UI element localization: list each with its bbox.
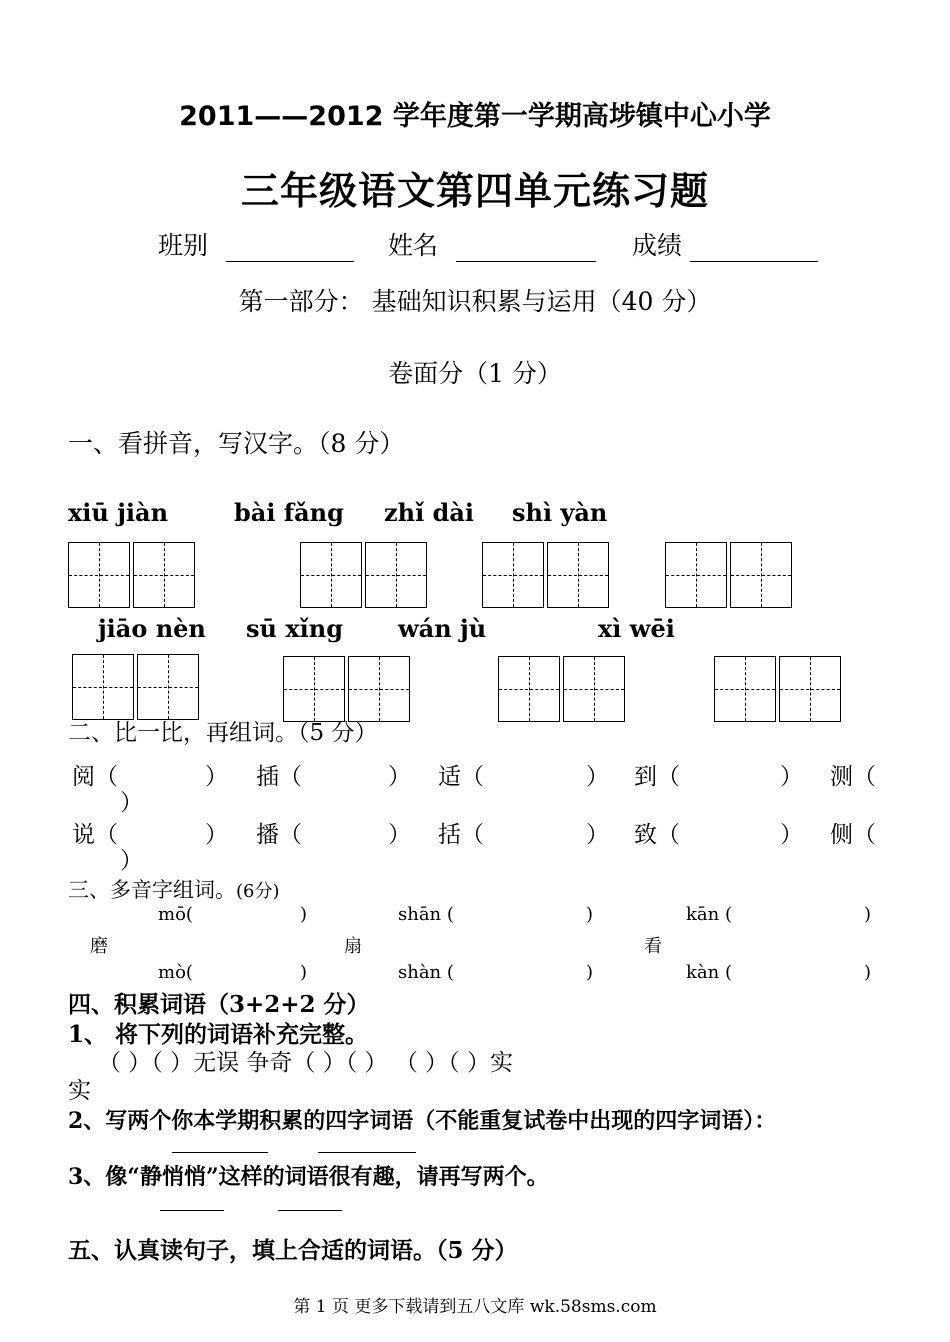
char-box[interactable] (547, 542, 609, 608)
part-one-heading: 第一部分： 基础知识积累与运用（40 分） (238, 287, 712, 316)
page-footer: 第 1 页 更多下载请到五八文库 wk.58sms.com (293, 1297, 657, 1317)
char-box[interactable] (72, 654, 134, 720)
answer-line[interactable] (160, 1210, 224, 1211)
q2-close: ） (120, 848, 143, 874)
q3-close: ) (864, 962, 872, 983)
pinyin-shiyan: shì yàn (512, 498, 608, 527)
q3-close: ) (586, 962, 594, 983)
q3-heading-row (68, 874, 280, 904)
q4-item1-line: （ ）（ ）无误 争奇（ ）（ ） （ ）（ ）实 (98, 1050, 513, 1076)
char-box[interactable] (137, 654, 199, 720)
q2-close: ） (388, 764, 411, 790)
char-box[interactable] (133, 542, 195, 608)
score-field (632, 226, 818, 262)
score-blank[interactable] (690, 239, 818, 262)
q2-open: 致（ (634, 822, 680, 848)
answer-line[interactable] (278, 1210, 342, 1211)
char-box[interactable] (779, 656, 841, 722)
q2-close: ） (388, 822, 411, 848)
q2-close: ） (586, 822, 609, 848)
q2-open: 说（ (72, 822, 118, 848)
q2-open: 到（ (634, 764, 680, 790)
q3-reading: kàn ( (686, 962, 732, 983)
answer-line[interactable] (318, 1152, 416, 1153)
q3-close: ) (300, 962, 308, 983)
q3-points: (6分) (236, 881, 280, 902)
q3-reading: shàn ( (398, 962, 454, 983)
score-label: 成绩 (632, 231, 683, 260)
q3-char-kan: 看 (644, 936, 662, 957)
q2-open: 播（ (256, 822, 302, 848)
page-title: 三年级语文第四单元练习题 (240, 169, 709, 213)
q3-close: ) (586, 904, 594, 925)
q2-close: ） (120, 790, 143, 816)
q3-close: ) (300, 904, 308, 925)
pinyin-xiwei: xì wēi (598, 614, 675, 643)
char-box[interactable] (498, 656, 560, 722)
class-label: 班别 (158, 231, 209, 260)
pinyin-zhidai: zhǐ dài (384, 498, 474, 527)
char-box[interactable] (68, 542, 130, 608)
q5-heading: 五、认真读句子，填上合适的词语。（5 分） (68, 1237, 518, 1264)
q2-close: ） (205, 822, 228, 848)
q4-heading: 四、积累词语（3+2+2 分） (68, 991, 370, 1018)
q3-reading: kān ( (686, 904, 732, 925)
q3-char-mo: 磨 (90, 936, 108, 957)
char-box[interactable] (563, 656, 625, 722)
q2-close: ） (780, 822, 803, 848)
char-box[interactable] (482, 542, 544, 608)
pinyin-wanju: wán jù (398, 614, 487, 643)
char-box[interactable] (300, 542, 362, 608)
name-label: 姓名 (388, 231, 439, 260)
q4-item1-wrap: 实 (68, 1078, 91, 1104)
q2-open: 阅（ (72, 764, 118, 790)
char-box[interactable] (283, 656, 345, 722)
name-blank[interactable] (456, 239, 596, 262)
char-box[interactable] (365, 542, 427, 608)
q4-item2: 2、写两个你本学期积累的四字词语（不能重复试卷中出现的四字词语）： (68, 1108, 777, 1134)
q3-close: ) (864, 904, 872, 925)
pinyin-jiaonen: jiāo nèn (98, 614, 206, 643)
q3-reading: mò( (158, 962, 193, 983)
neatness-score: 卷面分（1 分） (388, 359, 562, 388)
q2-open: 测（ (830, 764, 876, 790)
class-field (158, 226, 354, 262)
pinyin-suxing: sū xǐng (246, 614, 343, 643)
char-box[interactable] (348, 656, 410, 722)
q2-close: ） (586, 764, 609, 790)
q4-item1: 1、 将下列的词语补充完整。 (68, 1021, 369, 1048)
q3-reading: mō( (158, 904, 193, 925)
char-box[interactable] (714, 656, 776, 722)
char-box[interactable] (665, 542, 727, 608)
q2-close: ） (780, 764, 803, 790)
q2-close: ） (205, 764, 228, 790)
q2-open: 侧（ (830, 822, 876, 848)
pinyin-baifang: bài fǎng (234, 498, 344, 527)
pinyin-xiujian: xiū jiàn (68, 498, 169, 527)
q2-open: 插（ (256, 764, 302, 790)
name-field (388, 226, 596, 262)
q2-heading: 二、比一比，再组词。（5 分） (68, 720, 378, 746)
q2-open: 适（ (438, 764, 484, 790)
q4-item3: 3、像“静悄悄”这样的词语很有趣，请再写两个。 (68, 1164, 549, 1190)
school-line: 2011——2012 学年度第一学期高埗镇中心小学 (179, 101, 771, 132)
class-blank[interactable] (226, 239, 354, 262)
answer-line[interactable] (172, 1152, 268, 1153)
q2-open: 括（ (438, 822, 484, 848)
q1-heading: 一、看拼音，写汉字。（8 分） (68, 429, 405, 458)
q3-char-shan: 扇 (344, 936, 362, 957)
q3-reading: shān ( (398, 904, 454, 925)
char-box[interactable] (730, 542, 792, 608)
q3-heading: 三、多音字组词。 (68, 878, 236, 902)
